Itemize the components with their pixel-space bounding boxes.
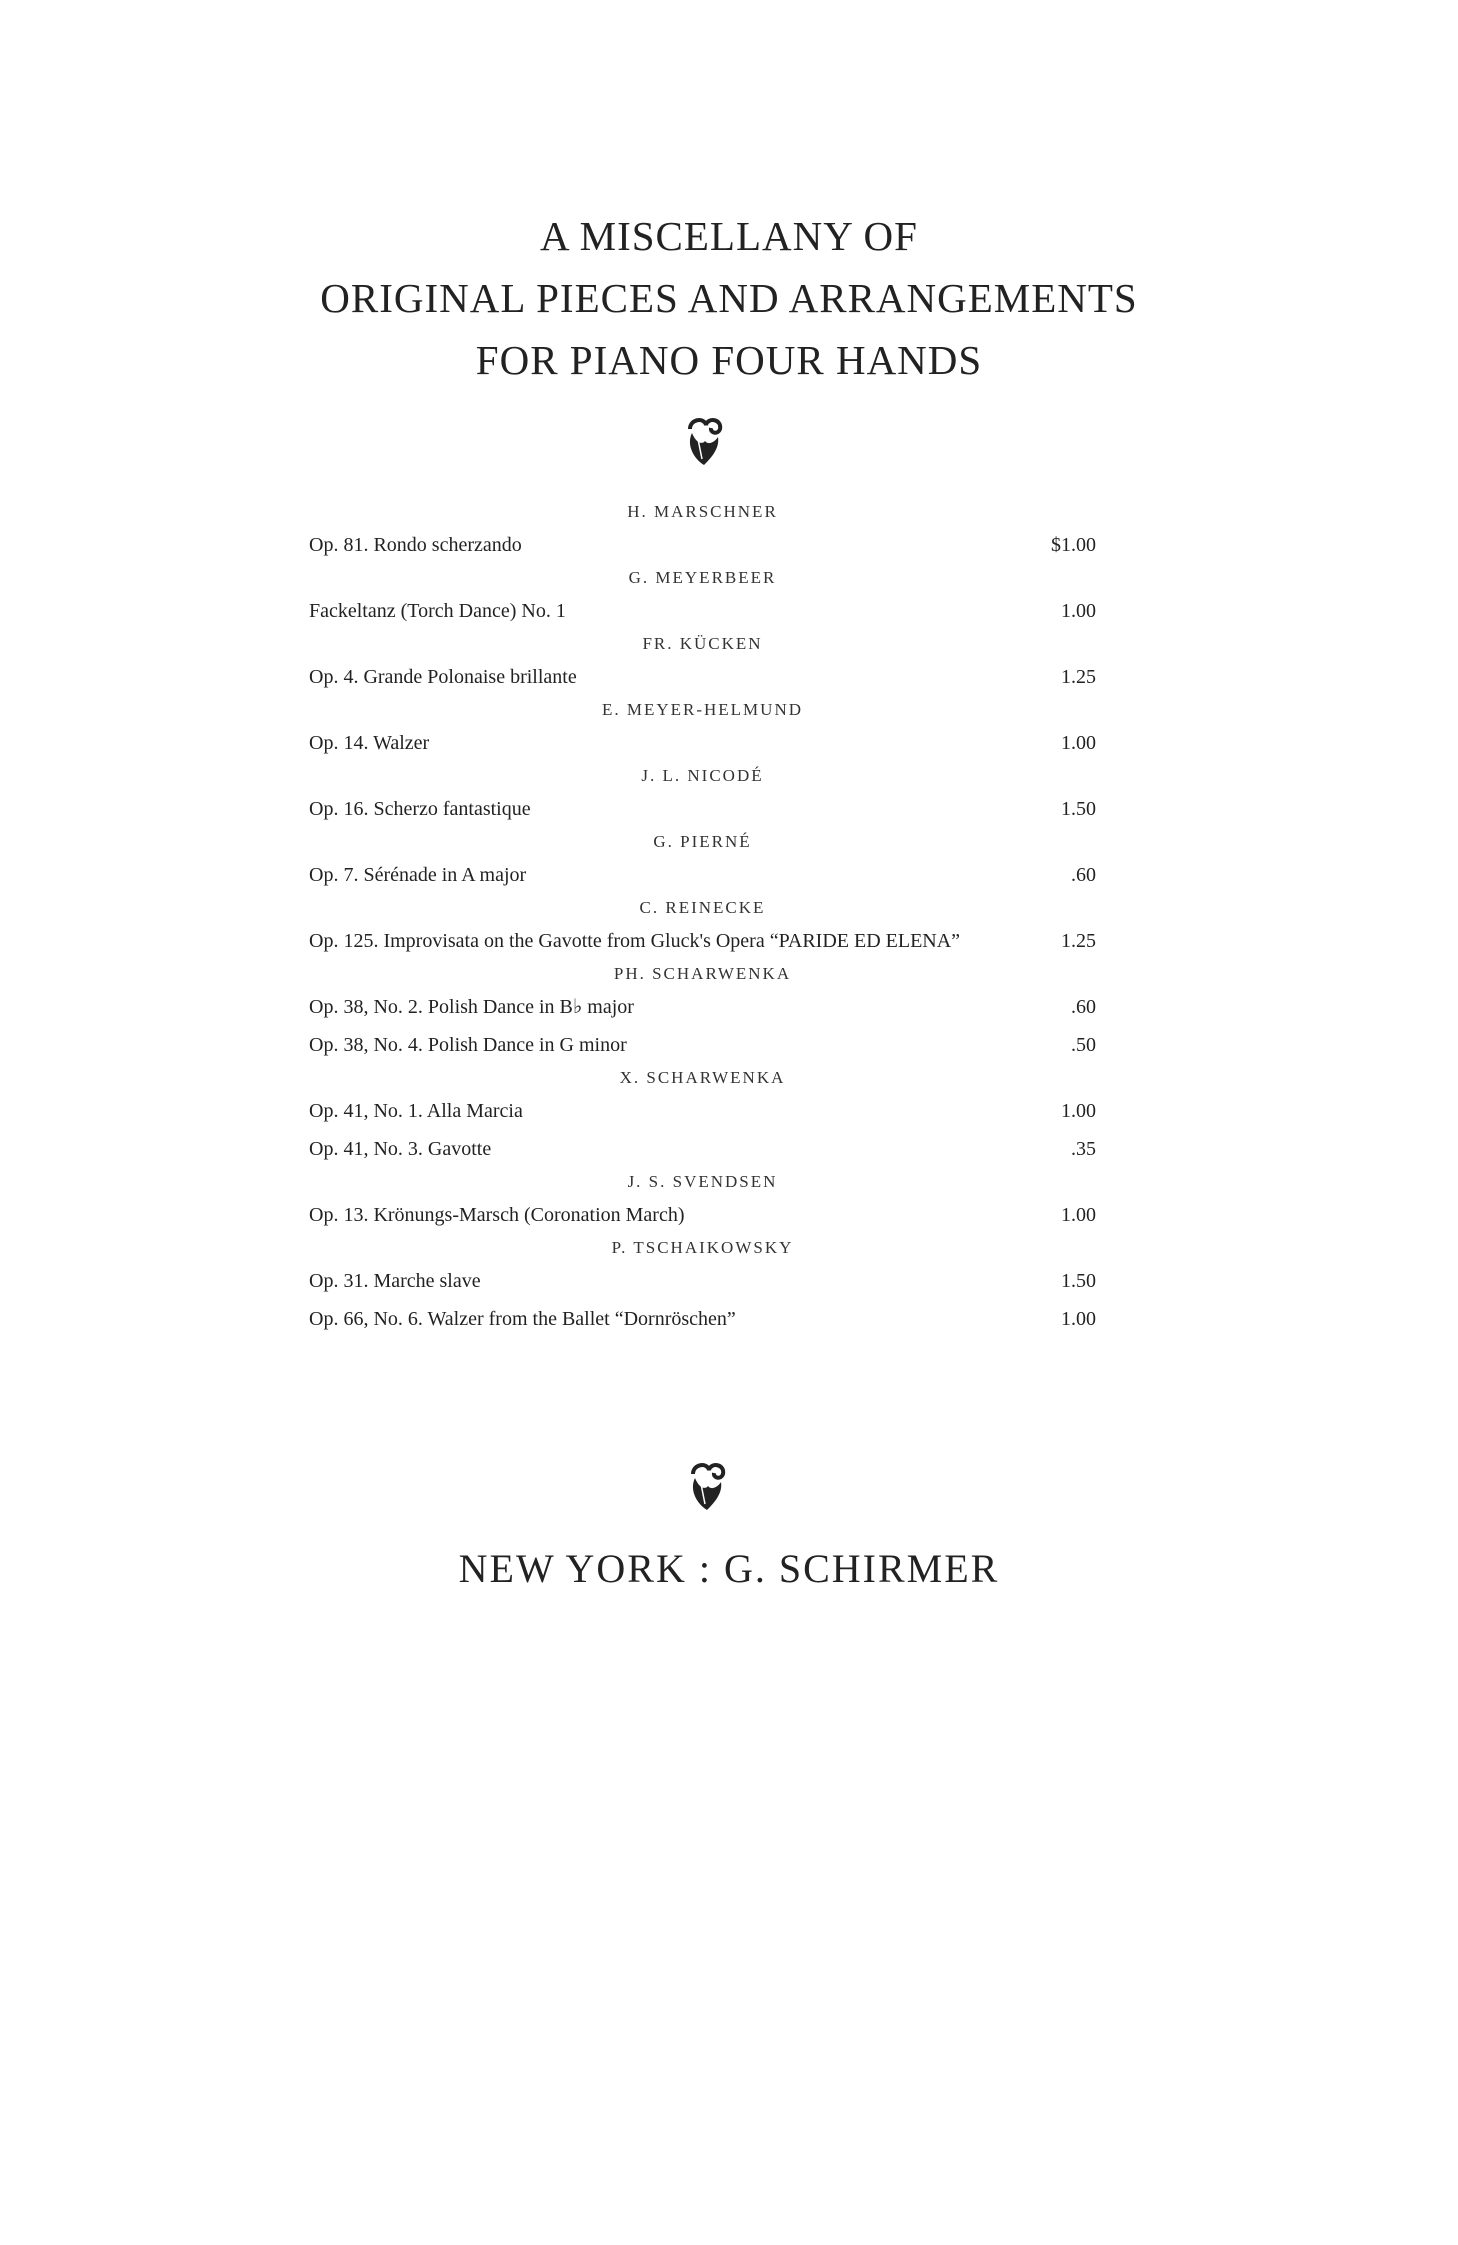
- lyre-ornament-icon: [680, 415, 730, 469]
- composer-name: C. REINECKE: [639, 898, 766, 917]
- piece-price: .50: [1071, 1034, 1096, 1056]
- composer-group: [309, 894, 1096, 960]
- piece-row: [309, 592, 1096, 630]
- piece-title: Op. 66, No. 6. Walzer from the Ballet “Dornröschen”: [309, 1308, 736, 1330]
- composer-name: PH. SCHARWENKA: [613, 964, 792, 983]
- composer-name: J. S. SVENDSEN: [627, 1172, 778, 1191]
- piece-row: [309, 1026, 1096, 1064]
- composer-name: G. MEYERBEER: [628, 568, 777, 587]
- composer-group: [309, 828, 1096, 894]
- piece-price: 1.50: [1061, 798, 1096, 820]
- composer-group: [309, 762, 1096, 828]
- piece-row: [309, 526, 1096, 564]
- composer-group: [309, 1064, 1096, 1168]
- piece-price: 1.00: [1061, 600, 1096, 622]
- piece-price: 1.00: [1061, 1308, 1096, 1330]
- piece-row: [309, 1196, 1096, 1234]
- piece-price: 1.25: [1061, 930, 1096, 952]
- composer-name: H. MARSCHNER: [627, 502, 778, 521]
- piece-row: [309, 1092, 1096, 1130]
- piece-price: 1.00: [1061, 732, 1096, 754]
- piece-title: Op. 7. Sérénade in A major: [309, 864, 527, 886]
- composer-group: [309, 630, 1096, 696]
- piece-price: .60: [1071, 864, 1096, 886]
- composer-name: G. PIERNÉ: [653, 832, 752, 851]
- composer-group: [309, 1168, 1096, 1234]
- composer-name: FR. KÜCKEN: [642, 634, 763, 653]
- piece-title: Op. 41, No. 3. Gavotte: [309, 1138, 492, 1160]
- piece-price: $1.00: [1051, 534, 1096, 556]
- composer-group: [309, 564, 1096, 630]
- piece-title: Op. 125. Improvisata on the Gavotte from Gluck's Opera “PARIDE ED ELENA”: [309, 930, 961, 952]
- piece-title: Op. 31. Marche slave: [309, 1270, 481, 1292]
- composer-name: J. L. NICODÉ: [641, 766, 764, 785]
- publisher-imprint: NEW YORK : G. SCHIRMER: [458, 1546, 1000, 1591]
- piece-row: [309, 1130, 1096, 1168]
- piece-price: .60: [1071, 996, 1096, 1018]
- piece-title: Op. 13. Krönungs-Marsch (Coronation March): [309, 1204, 685, 1226]
- piece-row: [309, 1300, 1096, 1338]
- piece-title: Op. 41, No. 1. Alla Marcia: [309, 1100, 523, 1122]
- piece-row: [309, 922, 1096, 960]
- composer-group: [309, 696, 1096, 762]
- composer-name: P. TSCHAIKOWSKY: [611, 1238, 794, 1257]
- piece-row: [309, 724, 1096, 762]
- composer-name: E. MEYER-HELMUND: [601, 700, 804, 719]
- piece-row: [309, 988, 1096, 1026]
- title-line-2: ORIGINAL PIECES AND ARRANGEMENTS: [320, 275, 1138, 321]
- piece-price: 1.00: [1061, 1204, 1096, 1226]
- title-block: [0, 205, 1458, 391]
- piece-title: Op. 14. Walzer: [309, 732, 430, 754]
- piece-row: [309, 790, 1096, 828]
- piece-title: Fackeltanz (Torch Dance) No. 1: [309, 600, 566, 622]
- piece-row: [309, 856, 1096, 894]
- piece-row: [309, 658, 1096, 696]
- piece-title: Op. 38, No. 2. Polish Dance in B♭ major: [309, 996, 634, 1018]
- catalog-list: [309, 498, 1096, 1338]
- composer-group: [309, 498, 1096, 564]
- piece-price: 1.25: [1061, 666, 1096, 688]
- piece-price: .35: [1071, 1138, 1096, 1160]
- lyre-ornament-icon: [683, 1460, 733, 1514]
- piece-price: 1.00: [1061, 1100, 1096, 1122]
- piece-row: [309, 1262, 1096, 1300]
- title-line-1: A MISCELLANY OF: [540, 213, 918, 259]
- piece-title: Op. 38, No. 4. Polish Dance in G minor: [309, 1034, 627, 1056]
- piece-title: Op. 81. Rondo scherzando: [309, 534, 522, 556]
- composer-group: [309, 1234, 1096, 1338]
- piece-title: Op. 4. Grande Polonaise brillante: [309, 666, 577, 688]
- piece-title: Op. 16. Scherzo fantastique: [309, 798, 531, 820]
- composer-group: [309, 960, 1096, 1064]
- composer-name: X. SCHARWENKA: [619, 1068, 786, 1087]
- piece-price: 1.50: [1061, 1270, 1096, 1292]
- title-line-3: FOR PIANO FOUR HANDS: [475, 337, 983, 383]
